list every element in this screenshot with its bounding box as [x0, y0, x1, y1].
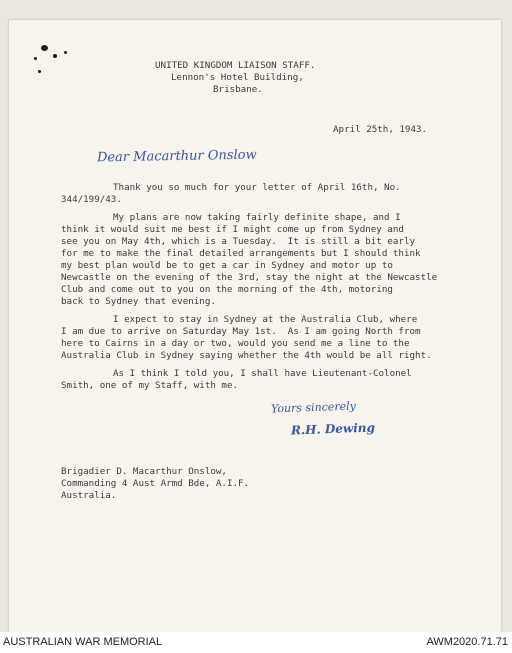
body-line: think it would suit me best if I might come up from Sydney and [61, 224, 404, 235]
addressee-line: Brigadier D. Macarthur Onslow, [61, 466, 227, 477]
body-line: my best plan would be to get a car in Sydney and motor up to [61, 260, 393, 271]
archive-name: AUSTRALIAN WAR MEMORIAL [3, 636, 163, 648]
body-line: here to Cairns in a day or two, would you send me a line to the [61, 338, 410, 349]
body-line: 344/199/43. [61, 194, 122, 205]
letter-date: April 25th, 1943. [333, 124, 428, 135]
letterhead-line-2: Lennon's Hotel Building, [171, 72, 304, 83]
ink-blot [41, 45, 48, 51]
body-line: Club and come out to you on the morning of the 4th, motoring [61, 284, 393, 295]
body-line: see you on May 4th, which is a Tuesday. It is still a bit early [61, 236, 416, 247]
body-line: Newcastle on the evening of the 3rd, stay the night at the Newcastle [61, 272, 438, 283]
archive-footer [0, 632, 512, 653]
body-line: My plans are now taking fairly definite shape, and I [113, 212, 401, 223]
ink-blot [53, 54, 57, 58]
body-line: for me to make the final detailed arrangements but I should think [61, 248, 421, 259]
body-line: I expect to stay in Sydney at the Australia Club, where [113, 314, 418, 325]
ink-blot [64, 51, 67, 54]
body-line: back to Sydney that evening. [61, 296, 216, 307]
body-line: I am due to arrive on Saturday May 1st. As I am going North from [61, 326, 421, 337]
signature: R.H. Dewing [290, 420, 376, 438]
body-line: Australia Club in Sydney saying whether the 4th would be all right. [61, 350, 432, 361]
accession-number: AWM2020.71.71 [426, 636, 508, 648]
body-line: Thank you so much for your letter of April 16th, No. [113, 182, 401, 193]
body-line: Smith, one of my Staff, with me. [61, 380, 239, 391]
letter-page [9, 20, 501, 632]
body-line: As I think I told you, I shall have Lieutenant-Colonel [113, 368, 412, 379]
addressee-line: Commanding 4 Aust Armd Bde, A.I.F. [61, 478, 250, 489]
letterhead-line-3: Brisbane. [213, 84, 263, 95]
addressee-line: Australia. [61, 490, 117, 501]
letterhead-line-1: UNITED KINGDOM LIAISON STAFF. [155, 60, 316, 71]
closing: Yours sincerely [270, 399, 357, 416]
ink-blot [34, 57, 37, 60]
salutation: Dear Macarthur Onslow [96, 147, 257, 166]
ink-blot [38, 70, 41, 73]
